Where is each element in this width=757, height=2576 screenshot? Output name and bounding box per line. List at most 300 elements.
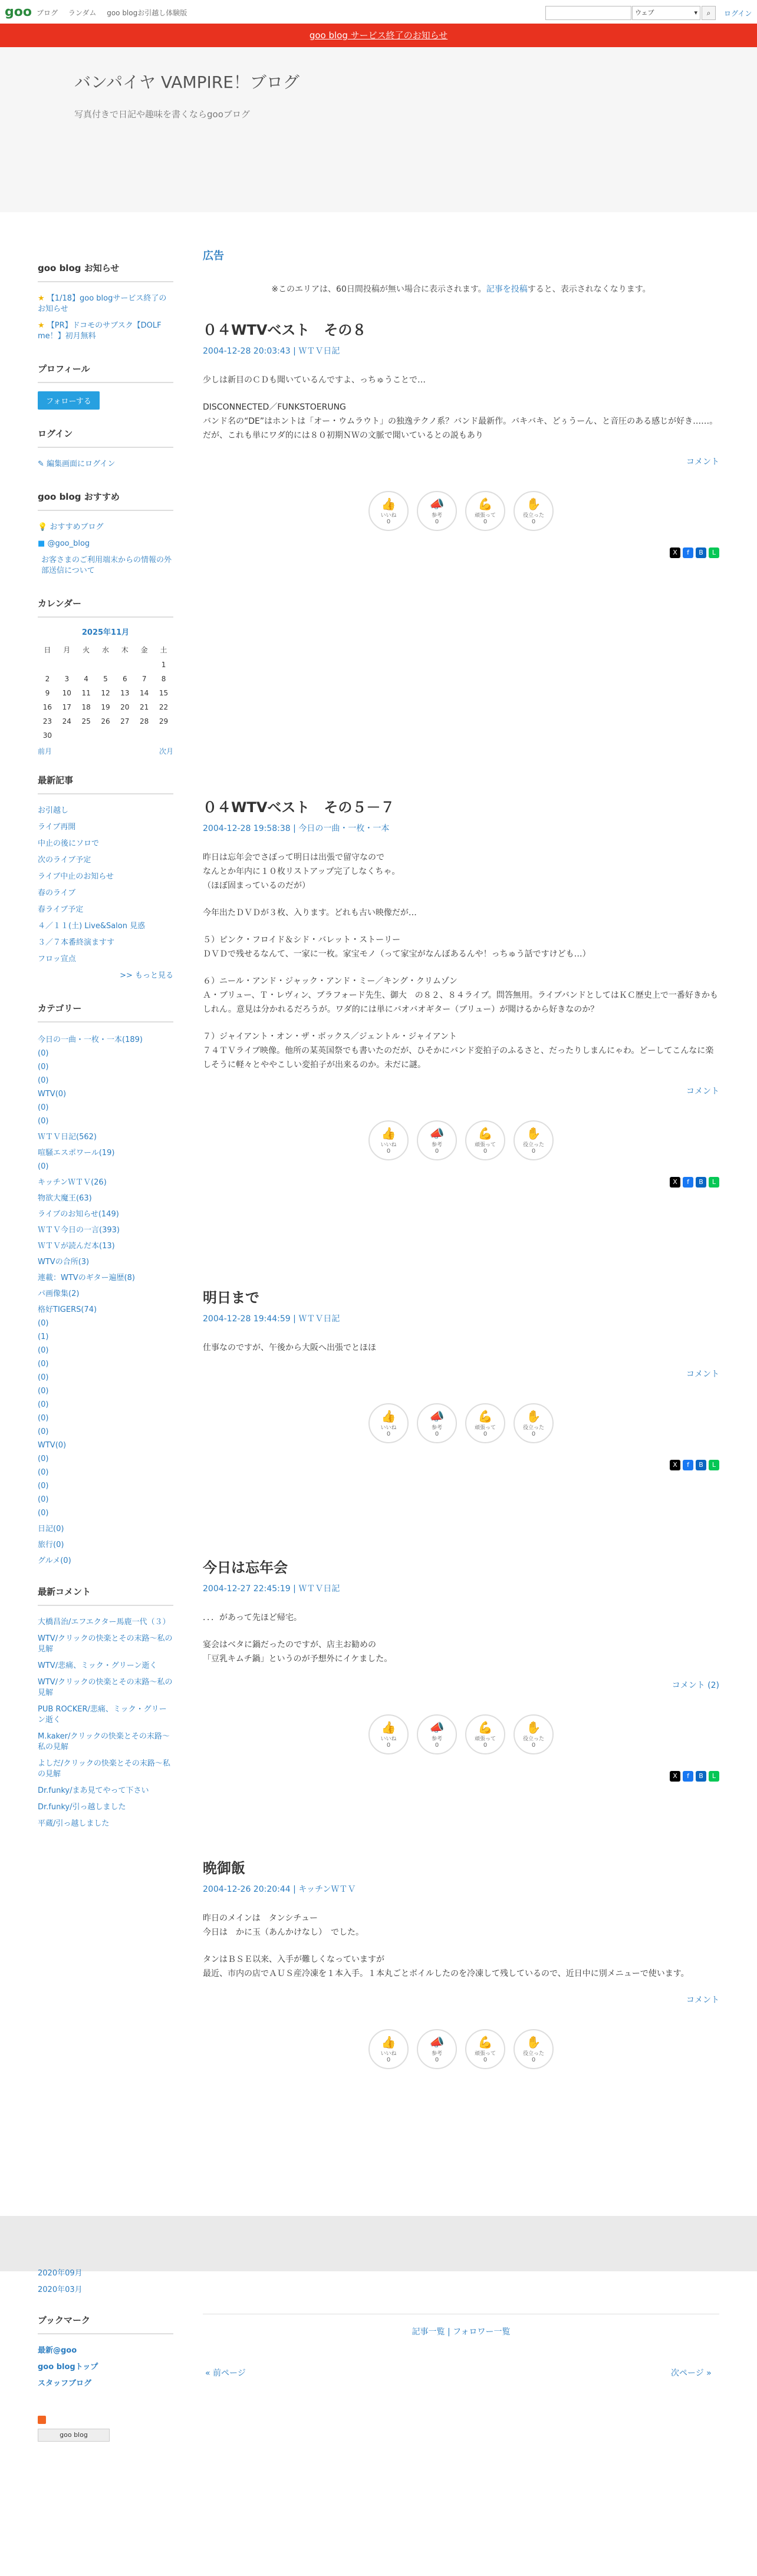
search-icon: ⌕ <box>706 9 711 17</box>
calendar-day[interactable]: 2 <box>45 675 50 683</box>
recent-comment-link[interactable]: よしだ/クリックの快楽とその末路～私の見解 <box>38 1759 170 1779</box>
comment-link[interactable]: コメント <box>686 1087 719 1096</box>
hatena-share-icon[interactable]: B <box>696 1177 706 1188</box>
cheer-reaction-button[interactable] <box>465 1120 505 1160</box>
next-page-link[interactable]: 次ページ » <box>671 2369 712 2378</box>
post-paragraph: 昨日のメインは タンシチュー 今日は かに玉（あんかけなし） でした。 <box>203 1914 364 1937</box>
cheer-reaction-button[interactable] <box>465 1403 505 1443</box>
category-link[interactable]: (0) <box>38 1414 49 1423</box>
calendar-section <box>38 597 173 756</box>
useful-reaction-button[interactable] <box>514 1120 554 1160</box>
calendar-day <box>57 728 77 743</box>
bookmark-item[interactable]: 最新@goo <box>38 2346 77 2355</box>
goo-logo[interactable]: goo <box>5 5 32 19</box>
reaction-bar <box>203 1714 719 1754</box>
search-input[interactable] <box>545 6 631 20</box>
calendar-title: カレンダー <box>38 597 173 618</box>
category-link[interactable]: (0) <box>38 1063 49 1071</box>
category-link[interactable]: (0) <box>38 1103 49 1112</box>
profile-section <box>38 362 173 410</box>
profile-title: プロフィール <box>38 362 173 383</box>
post-paragraph: 宴会はベタに鍋だったのですが、店主お勧めの 「豆乳キムチ鍋」というのが予想外にイケました。 <box>203 1640 393 1664</box>
recent-comment-link[interactable]: M.kaker/クリックの快楽とその末路～私の見解 <box>38 1732 170 1752</box>
category-link[interactable]: ライブのお知らせ(149) <box>38 1210 119 1219</box>
facebook-share-icon[interactable]: f <box>683 1771 693 1782</box>
post-category[interactable]: ＷＴＶ日記 <box>298 1584 340 1594</box>
post-paragraph: ．．．があって先ほど帰宅。 <box>203 1613 302 1622</box>
category-link[interactable]: 今日の一曲・一枚・一本(189) <box>38 1035 143 1044</box>
megaphone-icon: 📣 <box>429 2035 445 2049</box>
reaction-count: 0 <box>483 2057 488 2063</box>
reaction-count: 0 <box>435 1742 439 1749</box>
post-date[interactable]: 2004-12-28 19:44:59 <box>203 1314 291 1324</box>
category-link[interactable]: (0) <box>38 1319 49 1328</box>
like-reaction-button[interactable] <box>368 2029 409 2069</box>
twitter-icon: ■ <box>38 539 45 548</box>
recent-post-link[interactable]: 春ライブ予定 <box>38 905 84 914</box>
x-share-icon[interactable]: X <box>670 547 680 558</box>
calendar-day-header: 金 <box>140 646 148 654</box>
category-link[interactable]: パ画像集(2) <box>38 1289 80 1298</box>
star-icon: ★ <box>38 294 45 303</box>
post-body <box>203 1911 719 1981</box>
recent-post-link[interactable]: 次のライブ予定 <box>38 856 91 865</box>
hatena-share-icon[interactable]: B <box>696 1771 706 1782</box>
useful-reaction-button[interactable] <box>514 491 554 531</box>
calendar-week-row <box>38 700 173 714</box>
category-link[interactable]: (0) <box>38 1373 49 1382</box>
reaction-bar <box>203 1120 719 1160</box>
recent-more-link[interactable]: >> もっと見る <box>120 971 173 980</box>
reaction-bar <box>203 2029 719 2069</box>
post-date[interactable]: 2004-12-28 19:58:38 <box>203 824 291 833</box>
calendar-day[interactable]: 7 <box>141 675 147 683</box>
calendar-day[interactable]: 24 <box>62 717 71 725</box>
calendar-day[interactable]: 12 <box>101 689 110 697</box>
calendar-day[interactable]: 22 <box>159 703 169 711</box>
calendar-day[interactable]: 6 <box>122 675 127 683</box>
post-title[interactable]: ０４WTVベスト その５－７ <box>203 799 395 816</box>
calendar-day[interactable]: 1 <box>161 661 166 669</box>
x-share-icon[interactable]: X <box>670 1771 680 1782</box>
main-content <box>203 248 719 2063</box>
comment-link[interactable]: コメント <box>686 1996 719 2005</box>
reaction-count: 0 <box>483 1148 488 1155</box>
calendar-day[interactable]: 8 <box>161 675 166 683</box>
post-body <box>203 373 719 443</box>
category-link[interactable]: (0) <box>38 1346 49 1355</box>
post-title[interactable]: ０４WTVベスト その８ <box>203 322 367 338</box>
comment-link[interactable]: コメント <box>686 1370 719 1379</box>
calendar-day[interactable]: 27 <box>120 717 130 725</box>
hatena-share-icon[interactable]: B <box>696 547 706 558</box>
recent-post-link[interactable]: ライブ再開 <box>38 823 76 832</box>
recent-comment-link[interactable]: WTV/悲痛、ミック・グリーン逝く <box>38 1661 157 1670</box>
category-link[interactable]: (0) <box>38 1117 49 1126</box>
archive-item[interactable]: 2020年03月 <box>38 2285 83 2294</box>
blog-title[interactable]: バンパイヤ VAMPIRE！ブログ <box>74 72 299 92</box>
reaction-count: 0 <box>531 519 536 525</box>
calendar-week-row <box>38 714 173 728</box>
rss-icon[interactable] <box>38 2416 46 2424</box>
recent-post-link[interactable]: 中止の後にソロで <box>38 839 100 848</box>
calendar-day[interactable]: 17 <box>62 703 71 711</box>
post-category[interactable]: 今日の一曲・一枚・一本 <box>298 824 390 833</box>
ad-note <box>203 283 719 295</box>
reaction-count: 0 <box>531 1742 536 1749</box>
x-share-icon[interactable]: X <box>670 1177 680 1188</box>
recent-post-link[interactable]: フロッ宣点 <box>38 955 76 964</box>
calendar-day[interactable]: 30 <box>42 731 52 740</box>
recommend-section <box>38 490 173 579</box>
recent-posts-title: 最新記事 <box>38 774 173 794</box>
hand-icon: ✋ <box>526 2035 541 2049</box>
thumbs-up-icon: 👍 <box>381 1720 396 1734</box>
reaction-count: 0 <box>531 1148 536 1155</box>
reaction-label: 役立った <box>522 513 544 519</box>
hand-icon: ✋ <box>526 497 541 511</box>
post-category[interactable]: ＷＴＶ日記 <box>298 347 340 356</box>
line-share-icon[interactable]: L <box>709 1460 719 1470</box>
line-share-icon[interactable]: L <box>709 1177 719 1188</box>
cheer-reaction-button[interactable] <box>465 1714 505 1754</box>
calendar-day[interactable]: 19 <box>101 703 110 711</box>
reaction-label: 参考 <box>431 513 442 519</box>
recent-comment-link[interactable]: PUB ROCKER/悲痛、ミック・グリーン逝く <box>38 1705 167 1724</box>
edit-login-label: 編集画面にログイン <box>47 460 116 469</box>
reference-reaction-button[interactable] <box>417 1120 457 1160</box>
chevron-down-icon: ▾ <box>694 9 697 17</box>
reaction-label: 頑張って <box>474 1142 496 1148</box>
category-link[interactable]: (0) <box>38 1468 49 1477</box>
calendar-day <box>134 658 154 672</box>
calendar-day[interactable]: 4 <box>84 675 88 683</box>
notice-title: goo blog お知らせ <box>38 262 173 282</box>
category-link[interactable]: (0) <box>38 1509 49 1518</box>
search-button[interactable] <box>702 6 716 20</box>
recent-post-link[interactable]: ライブ中止のお知らせ <box>38 872 114 881</box>
reaction-label: 参考 <box>431 1142 442 1148</box>
like-reaction-button[interactable] <box>368 1120 409 1160</box>
recent-comment-link[interactable]: 大橋昌治/エフエクター馬鹿一代（３） <box>38 1618 170 1627</box>
recent-comment-link[interactable]: WTV/クリックの快楽とその末路～私の見解 <box>38 1634 173 1654</box>
reaction-label: 参考 <box>431 2051 442 2057</box>
blog-post <box>203 796 719 1188</box>
reference-reaction-button[interactable] <box>417 491 457 531</box>
category-link[interactable]: ＷＴＶ今日の一言(393) <box>38 1226 120 1235</box>
blog-post <box>203 1556 719 1782</box>
notice-item-label: 【1/18】goo blogサービス終了のお知らせ <box>38 294 167 314</box>
comment-link[interactable]: コメント <box>686 457 719 467</box>
global-nav <box>37 8 195 18</box>
category-link[interactable]: (0) <box>38 1360 49 1368</box>
hand-icon: ✋ <box>526 1720 541 1734</box>
post-paragraph: ７）ジャイアント・オン・ザ・ボックス／ジェントル・ジャイアント ７４ＴＶライブ映像。他所の某英国祭でも書いたのだが、ひそかにバンド変拍子のふるさと、だったりしまんにゃわ。どーしてこんなに楽しそうに軽々とややこしい変拍子が出来るのか。未だに謎。 <box>203 1032 714 1070</box>
post-paragraph: タンはＢＳＥ以来、入手が難しくなっていますが 最近、市内の店でＡＵＳ産冷凍を１本入手。１本丸ごとボイルしたのを冷凍して残しているので、近日中に別メニューで使います。 <box>203 1955 689 1978</box>
recent-post-link[interactable]: お引越し <box>38 806 69 815</box>
calendar-day[interactable]: 11 <box>81 689 91 697</box>
post-paragraph: 少しは新目のＣＤも聞いているんですよ、っちゅうことで… <box>203 375 426 385</box>
recommend-label: @goo_blog <box>47 539 90 548</box>
post-paragraph: 昨日は忘年会でさぼって明日は出張で留守なので なんとか年内に１０枚リストアップ完了しなくちゃ。 （ほぼ固まっているのだが） <box>203 853 400 890</box>
category-link[interactable]: 物欲大魔王(63) <box>38 1194 92 1203</box>
category-link[interactable]: WTVの合所(3) <box>38 1258 90 1266</box>
category-link[interactable]: WTV(0) <box>38 1090 67 1099</box>
line-share-icon[interactable]: L <box>709 547 719 558</box>
calendar-table <box>38 642 173 743</box>
ad-label: 広告 <box>203 250 224 262</box>
like-reaction-button[interactable] <box>368 1714 409 1754</box>
login-title: ログイン <box>38 427 173 448</box>
post-paragraph: ６）ニール・アンド・ジャック・アンド・ミー／キング・クリムゾン Ａ・ブリュー、Ｔ・レヴィン、ブラフォード先生、御大 の８２、８４ライブ。問答無用。ライブバンドとしてはＫＣ歴史上で一番好きかもしれん。意見は分かれるだろうが。ワダ的には単にバオバオギター（ブリュー）が聞けるから好きなのか？ <box>203 977 718 1014</box>
reaction-label: 頑張って <box>474 513 496 519</box>
calendar-day-header: 水 <box>101 646 109 654</box>
category-link[interactable]: (0) <box>38 1076 49 1085</box>
thumbs-up-icon: 👍 <box>381 1409 396 1423</box>
share-buttons <box>203 547 719 558</box>
share-buttons <box>203 1771 719 1782</box>
useful-reaction-button[interactable] <box>514 2029 554 2069</box>
calendar-day[interactable]: 16 <box>42 703 52 711</box>
calendar-day[interactable]: 23 <box>42 717 52 725</box>
calendar-day-header: 火 <box>83 646 90 654</box>
notice-item[interactable] <box>38 291 173 318</box>
calendar-day[interactable]: 25 <box>81 717 91 725</box>
post-date[interactable]: 2004-12-28 20:03:43 <box>203 347 291 356</box>
recent-post-link[interactable]: ３／７本番終演ますす <box>38 938 115 947</box>
category-link[interactable]: キッチンＷＴＶ(26) <box>38 1178 107 1187</box>
reaction-count: 0 <box>386 1431 391 1437</box>
reaction-label: いいね <box>380 1736 397 1742</box>
post-article-link[interactable]: 記事を投稿 <box>486 285 528 294</box>
megaphone-icon: 📣 <box>429 1720 445 1734</box>
notice-section <box>38 262 173 345</box>
reaction-label: 役立った <box>522 2051 544 2057</box>
calendar-day[interactable]: 26 <box>101 717 110 725</box>
article-list-link[interactable]: 記事一覧 <box>412 2327 445 2337</box>
calendar-day <box>154 728 173 743</box>
reaction-count: 0 <box>386 1742 391 1749</box>
search-scope-label: ウェブ <box>635 9 654 17</box>
blog-subtitle: 写真付きで日記や趣味を書くならgooブログ <box>74 109 250 120</box>
reaction-label: 頑張って <box>474 1425 496 1431</box>
goo-blog-twitter-link[interactable] <box>38 536 173 552</box>
post-meta: 2004-12-27 22:45:19 | ＷＴＶ日記 <box>203 1584 340 1594</box>
x-share-icon[interactable]: X <box>670 1460 680 1470</box>
calendar-day-header: 木 <box>121 646 129 654</box>
login-section <box>38 427 173 473</box>
recent-posts-section <box>38 774 173 984</box>
reference-reaction-button[interactable] <box>417 1714 457 1754</box>
calendar-day <box>115 658 134 672</box>
reference-reaction-button[interactable] <box>417 1403 457 1443</box>
category-link[interactable]: (0) <box>38 1495 49 1504</box>
category-link[interactable]: (0) <box>38 1482 49 1490</box>
reaction-count: 0 <box>435 1431 439 1437</box>
hand-icon: ✋ <box>526 1409 541 1423</box>
calendar-day[interactable]: 28 <box>140 717 149 725</box>
calendar-day[interactable]: 14 <box>140 689 149 697</box>
post-body <box>203 850 719 1072</box>
cheer-reaction-button[interactable] <box>465 2029 505 2069</box>
category-section <box>38 1002 173 1568</box>
recommend-blogs-link[interactable] <box>38 519 173 536</box>
useful-reaction-button[interactable] <box>514 1403 554 1443</box>
external-transmission-link[interactable]: お客さまのご利用端末からの情報の外部送信について <box>41 556 172 575</box>
recent-comments-section <box>38 1585 173 1832</box>
category-link[interactable]: (0) <box>38 1387 49 1396</box>
post-paragraph: 今年出たＤＶＤが３枚、入ります。どれも古い映像だが… <box>203 908 417 918</box>
follow-button[interactable]: フォローする <box>38 391 100 410</box>
category-title: カテゴリー <box>38 1002 173 1023</box>
notice-item-label: 【PR】ドコモのサブスク【DOLF me！】初月無料 <box>38 321 162 341</box>
like-reaction-button[interactable] <box>368 1403 409 1443</box>
calendar-next-link[interactable]: 次月 <box>159 747 173 756</box>
calendar-day-header: 日 <box>44 646 51 654</box>
calendar-day <box>96 728 116 743</box>
calendar-day[interactable]: 5 <box>103 675 108 683</box>
reaction-label: 役立った <box>522 1736 544 1742</box>
blog-post <box>203 1286 719 1470</box>
category-link[interactable]: 旅行(0) <box>38 1541 64 1549</box>
recent-comments-title: 最新コメント <box>38 1585 173 1606</box>
cheer-reaction-button[interactable] <box>465 491 505 531</box>
reaction-label: 頑張って <box>474 2051 496 2057</box>
calendar-day[interactable]: 20 <box>120 703 130 711</box>
calendar-week-row <box>38 728 173 743</box>
reaction-count: 0 <box>483 1431 488 1437</box>
category-link[interactable]: (0) <box>38 1400 49 1409</box>
category-link[interactable]: (0) <box>38 1162 49 1171</box>
calendar-day <box>77 728 96 743</box>
calendar-day[interactable]: 15 <box>159 689 169 697</box>
prev-page-link[interactable]: « 前ページ <box>205 2369 246 2378</box>
blog-post <box>203 1856 719 2069</box>
post-date[interactable]: 2004-12-26 20:20:44 <box>203 1885 291 1894</box>
calendar-day[interactable]: 13 <box>120 689 130 697</box>
calendar-day[interactable]: 10 <box>62 689 71 697</box>
bookmark-item[interactable]: goo blogトップ <box>38 2363 98 2371</box>
category-link[interactable]: 喧騒エスポワール(19) <box>38 1149 115 1157</box>
follower-list-link[interactable]: フォロワー一覧 <box>453 2327 511 2337</box>
reference-reaction-button[interactable] <box>417 2029 457 2069</box>
post-meta: 2004-12-28 19:58:38 | 今日の一曲・一枚・一本 <box>203 824 390 833</box>
recent-comment-link[interactable]: 平蔵/引っ越しました <box>38 1819 110 1828</box>
calendar-day[interactable]: 29 <box>159 717 169 725</box>
pencil-icon: ✎ <box>38 460 44 469</box>
facebook-share-icon[interactable]: f <box>683 547 693 558</box>
recent-comment-link[interactable]: WTV/クリックの快楽とその末路～私の見解 <box>38 1678 173 1697</box>
post-date[interactable]: 2004-12-27 22:45:19 <box>203 1584 291 1594</box>
post-meta: 2004-12-26 20:20:44 | キッチンＷＴＶ <box>203 1885 356 1894</box>
facebook-share-icon[interactable]: f <box>683 1460 693 1470</box>
recent-post-link[interactable]: 春のライブ <box>38 889 76 898</box>
calendar-day-header: 月 <box>63 646 71 654</box>
sidebar-lower <box>38 2265 173 2442</box>
reaction-label: いいね <box>380 513 397 519</box>
login-link[interactable]: ログイン <box>724 9 752 18</box>
category-link[interactable]: WTV(0) <box>38 1441 67 1450</box>
hand-icon: ✋ <box>526 1126 541 1140</box>
notice-item[interactable] <box>38 318 173 345</box>
category-link[interactable]: 日記(0) <box>38 1525 64 1533</box>
recent-comment-link[interactable]: Dr.funky/まあ見てやって下さい <box>38 1786 149 1795</box>
category-link[interactable]: ＷＴＶ日記(562) <box>38 1133 97 1142</box>
calendar-day <box>96 658 116 672</box>
reaction-label: 頑張って <box>474 1736 496 1742</box>
blog-post <box>203 318 719 558</box>
nav-random[interactable]: ランダム <box>68 9 97 17</box>
service-end-notice[interactable]: goo blog サービス終了のお知らせ <box>0 24 757 47</box>
post-body <box>203 1611 719 1666</box>
calendar-day[interactable]: 18 <box>81 703 91 711</box>
category-link[interactable]: (0) <box>38 1049 49 1058</box>
post-meta: 2004-12-28 20:03:43 | ＷＴＶ日記 <box>203 347 340 356</box>
calendar-week-row <box>38 686 173 700</box>
archive-item[interactable]: 2020年09月 <box>38 2269 83 2278</box>
calendar-prev-link[interactable]: 前月 <box>38 747 52 756</box>
post-title[interactable]: 明日まで <box>203 1289 259 1306</box>
comment-link[interactable]: コメント (2) <box>672 1681 719 1690</box>
line-share-icon[interactable]: L <box>709 1771 719 1782</box>
edit-login-link[interactable] <box>38 456 173 473</box>
reaction-count: 0 <box>435 519 439 525</box>
megaphone-icon: 📣 <box>429 1409 445 1423</box>
reaction-bar <box>203 491 719 531</box>
post-title[interactable]: 今日は忘年会 <box>203 1559 288 1576</box>
facebook-share-icon[interactable]: f <box>683 1177 693 1188</box>
nav-blog[interactable]: ブログ <box>37 9 58 17</box>
calendar-day <box>115 728 134 743</box>
recent-post-link[interactable]: ４／１１(土) Live&Salon 見惑 <box>38 922 146 931</box>
reaction-label: 役立った <box>522 1425 544 1431</box>
calendar-day[interactable]: 21 <box>140 703 149 711</box>
category-link[interactable]: (0) <box>38 1427 49 1436</box>
calendar-week-row <box>38 658 173 672</box>
footer-band <box>0 2216 757 2271</box>
hatena-share-icon[interactable]: B <box>696 1460 706 1470</box>
category-link[interactable]: (1) <box>38 1332 49 1341</box>
like-reaction-button[interactable] <box>368 491 409 531</box>
calendar-day <box>57 658 77 672</box>
reaction-count: 0 <box>531 1431 536 1437</box>
category-link[interactable]: (0) <box>38 1454 49 1463</box>
post-category[interactable]: ＷＴＶ日記 <box>298 1314 340 1324</box>
recent-comment-link[interactable]: Dr.funky/引っ越しました <box>38 1803 126 1812</box>
flexed-arm-icon: 💪 <box>478 1720 493 1734</box>
reaction-count: 0 <box>435 2057 439 2063</box>
category-link[interactable]: グルメ(0) <box>38 1556 71 1565</box>
search-scope-select[interactable] <box>632 6 700 20</box>
bookmark-item[interactable]: スタッフブログ <box>38 2379 92 2388</box>
reaction-label: 役立った <box>522 1142 544 1148</box>
goo-blog-badge[interactable]: goo blog <box>38 2429 110 2442</box>
category-link[interactable]: 連載：WTVのギター遍歴(8) <box>38 1274 135 1282</box>
category-link[interactable]: 格好TIGERS(74) <box>38 1305 97 1314</box>
reaction-count: 0 <box>386 2057 391 2063</box>
calendar-header-row <box>38 642 173 658</box>
calendar-day[interactable]: 9 <box>45 689 50 697</box>
useful-reaction-button[interactable] <box>514 1714 554 1754</box>
reaction-label: いいね <box>380 1142 397 1148</box>
category-link[interactable]: ＷＴＶが読んだ本(13) <box>38 1242 115 1251</box>
nav-migration[interactable]: goo blogお引越し体験版 <box>107 9 187 17</box>
calendar-week-row <box>38 672 173 686</box>
post-category[interactable]: キッチンＷＴＶ <box>298 1885 356 1894</box>
calendar-month[interactable]: 2025年11月 <box>81 628 130 637</box>
post-title[interactable]: 晩御飯 <box>203 1860 245 1876</box>
calendar-day[interactable]: 3 <box>64 675 70 683</box>
